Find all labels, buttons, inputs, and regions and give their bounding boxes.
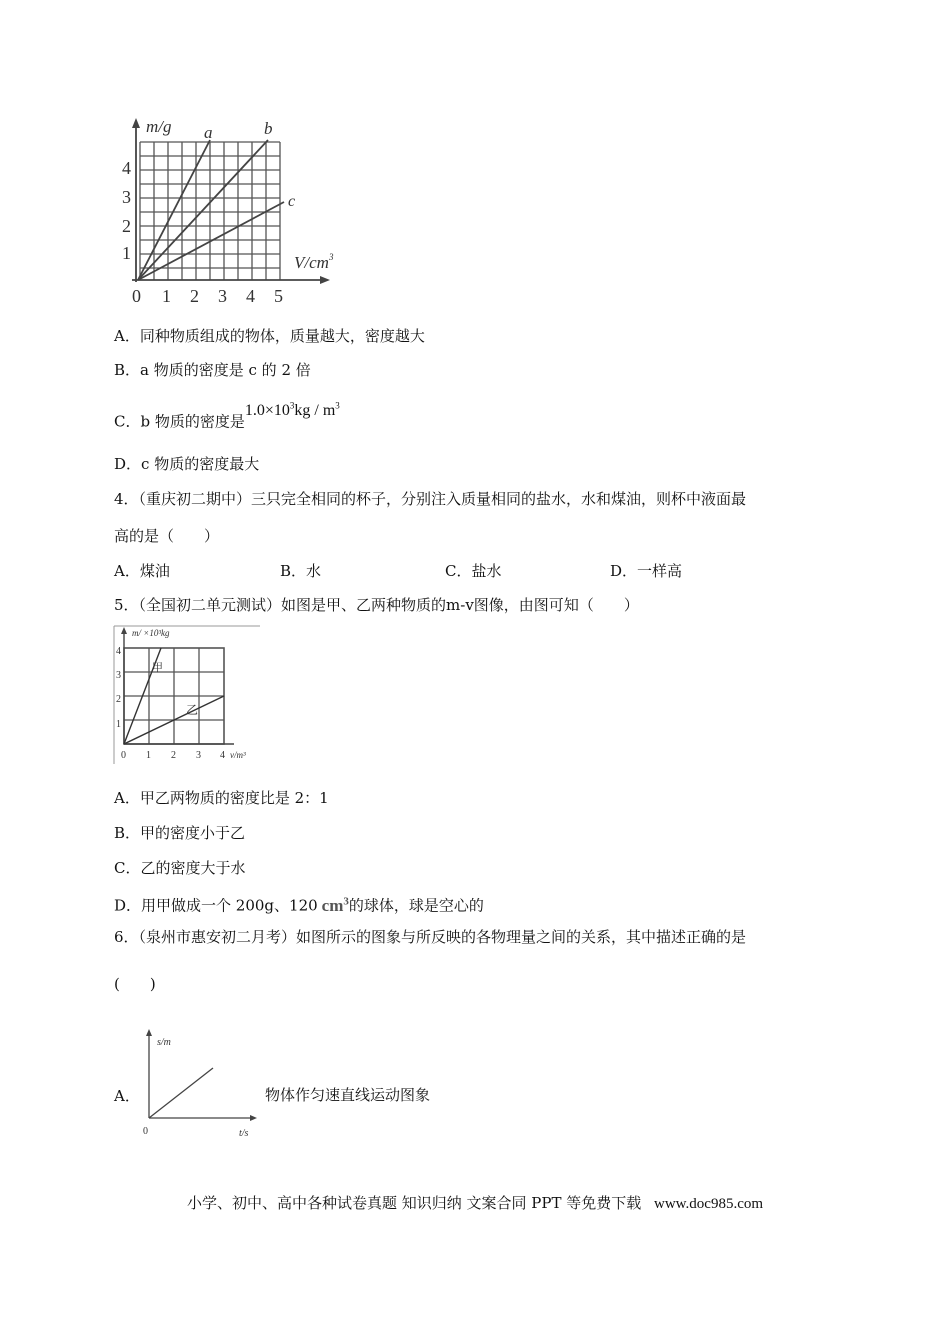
fig2-y-tick: 3 [116,670,121,681]
q6-option-a-label: A． [114,1087,140,1105]
fig2-x-label: v/m³ [230,750,246,760]
fig2-y-tick: 2 [116,694,121,705]
q4-option-a: A．煤油 [114,562,170,580]
page-footer [0,1192,950,1213]
fig2-x-tick: 2 [171,750,176,761]
q3-option-c-text: C．b 物质的密度是 [114,412,245,431]
q5-option-b: B．甲的密度小于乙 [114,824,246,842]
footer-text: 小学、初中、高中各种试卷真题 知识归纳 文案合同 PPT 等免费下载 [186,1194,642,1212]
fig1-label-b: b [264,119,273,138]
figure-mv-graph-jia-yi [112,624,264,766]
fig1-x-tick: 3 [218,286,227,306]
q6-stem-line1: 6．（泉州市惠安初二月考）如图所示的图象与所反映的各物理量之间的关系，其中描述正确的是 [114,928,747,946]
fig1-x-tick: 5 [274,286,283,306]
fig1-y-tick: 3 [122,187,131,207]
fig1-x-tick: 1 [162,286,171,306]
q5-option-c: C．乙的密度大于水 [114,859,246,877]
fig1-x-tick: 4 [246,286,255,306]
fig1-y-label: m/g [146,117,172,136]
fig1-y-tick: 2 [122,216,131,236]
fig3-y-label: s/m [157,1037,171,1048]
q4-option-c: C．盐水 [445,562,502,580]
fig1-line-b [138,140,268,280]
fig2-x-tick: 4 [220,750,225,761]
q4-stem-line2: 高的是（ ） [114,527,220,545]
q5-option-d: D．用甲做成一个 200g、120 $cm^3$的球体，球是空心的 [114,895,484,915]
q4-option-b: B．水 [280,562,322,580]
fig1-x-label: $V/cm^3$ [294,252,334,272]
fig3-origin: 0 [143,1126,148,1137]
fig1-line-a [138,140,210,280]
fig2-x-tick: 0 [121,750,126,761]
fig2-y-arrow [121,627,127,634]
fig3-y-arrow [146,1029,152,1036]
q3-option-a: A．同种物质组成的物体，质量越大，密度越大 [114,327,425,345]
q6-option-a-desc: 物体作匀速直线运动图象 [265,1086,431,1104]
q3-option-d: D．c 物质的密度最大 [114,455,260,473]
figure-density-graph-abc [110,112,370,312]
fig2-label-yi: 乙 [186,703,199,717]
fig3-x-arrow [250,1115,257,1121]
q5-stem: 5．（全国初二单元测试）如图是甲、乙两种物质的m-v图像，由图可知（ ） [114,596,639,614]
fig3-line [149,1068,213,1118]
fig1-y-arrow [132,118,140,128]
fig1-x-tick: 0 [132,286,141,306]
fig1-y-tick: 4 [122,158,131,178]
fig2-y-label: m/ ×10³kg [132,628,170,638]
fig3-x-label: t/s [239,1128,249,1139]
fig1-grid [140,142,280,280]
q4-stem-line1: 4．（重庆初二期中）三只完全相同的杯子，分别注入质量相同的盐水，水和煤油，则杯中液面最 [114,490,747,508]
q6-stem-line2: ( ) [114,975,156,993]
fig2-y-tick: 1 [116,719,121,730]
fig1-x-arrow [320,276,330,284]
fig1-label-c: c [288,193,296,210]
figure-st-graph [135,1028,260,1140]
q3-option-b: B．a 物质的密度是 c 的 2 倍 [114,361,311,379]
q4-option-d: D．一样高 [610,562,683,580]
fig1-x-tick: 2 [190,286,199,306]
fig2-label-jia: 甲 [152,662,163,674]
fig2-grid [124,648,224,744]
q3-option-c [114,401,340,432]
fig1-y-tick: 1 [122,243,131,263]
q3-option-c-formula: $1.0\times 10^3kg / m^3$ [244,401,340,420]
q5-option-a: A．甲乙两物质的密度比是 2：1 [114,789,329,807]
fig2-x-tick: 1 [146,750,151,761]
fig2-y-tick: 4 [116,646,121,657]
footer-url[interactable]: www.doc985.com [654,1196,764,1212]
fig2-x-tick: 3 [196,750,201,761]
fig1-label-a: a [204,123,213,142]
